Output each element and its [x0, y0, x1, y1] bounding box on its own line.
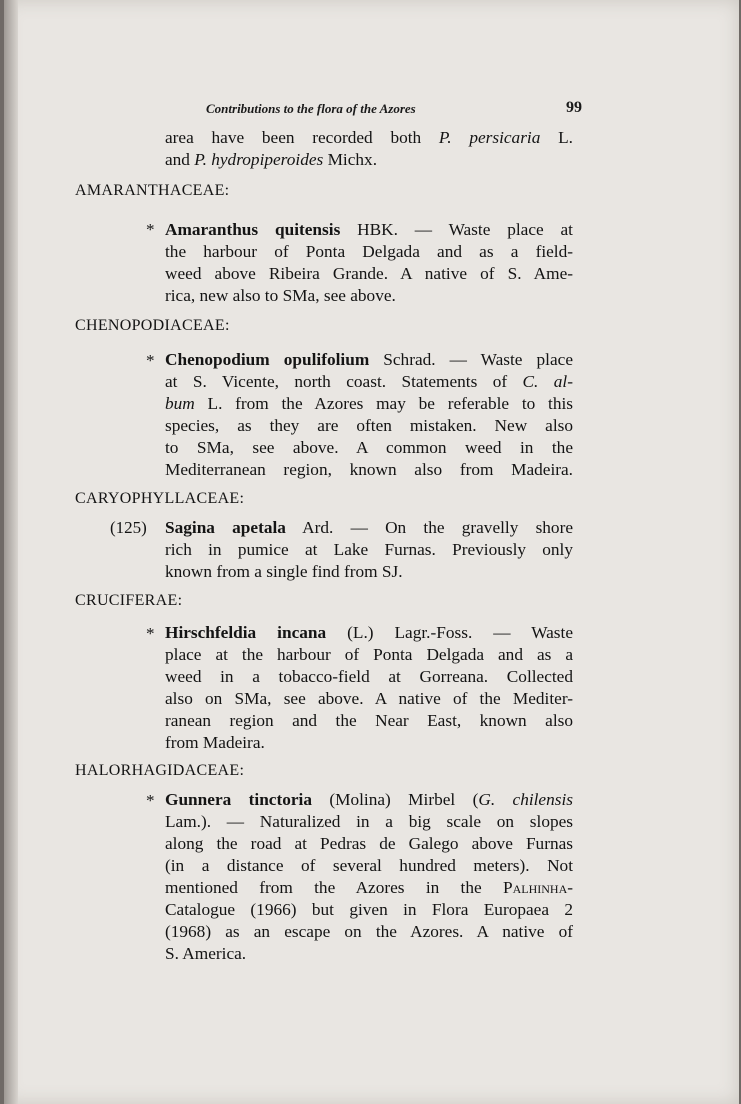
entry-sagina-line-1: Sagina apetala Ard. — On the gravelly shore [165, 518, 573, 537]
entry-chenopodium-line-4: species, as they are often mistaken. New also [165, 416, 573, 435]
family-heading-halorhagidaceae: HALORHAGIDACEAE: [75, 762, 245, 779]
entry-marker: * [146, 220, 155, 239]
intro-line-1: area have been recorded both P. persicaria L. [165, 128, 573, 147]
entry-gunnera-line-7: (1968) as an escape on the Azores. A native of [165, 922, 573, 941]
family-heading-caryophyllaceae: CARYOPHYLLACEAE: [75, 490, 245, 507]
page-number: 99 [566, 99, 582, 116]
entry-chenopodium-line-5: to SMa, see above. A common weed in the [165, 438, 573, 457]
entry-amaranthus-line-4: rica, new also to SMa, see above. [165, 286, 396, 305]
entry-gunnera-line-1: Gunnera tinctoria (Molina) Mirbel (G. chilensis [165, 790, 573, 809]
entry-amaranthus-line-3: weed above Ribeira Grande. A native of S. Ame- [165, 264, 573, 283]
entry-gunnera-line-3: along the road at Pedras de Galego above Furnas [165, 834, 573, 853]
entry-gunnera-line-4: (in a distance of several hundred meters). Not [165, 856, 573, 875]
entry-chenopodium-line-2: at S. Vicente, north coast. Statements of C. al- [165, 372, 573, 391]
intro-line-2: and P. hydropiperoides Michx. [165, 150, 378, 169]
entry-hirschfeldia-line-2: place at the harbour of Ponta Delgada and as a [165, 645, 573, 664]
entry-marker: * [146, 624, 155, 643]
entry-marker: * [146, 791, 155, 810]
entry-hirschfeldia-line-3: weed in a tobacco-field at Gorreana. Collected [165, 667, 573, 686]
entry-hirschfeldia-line-1: Hirschfeldia incana (L.) Lagr.-Foss. — Waste [165, 623, 573, 642]
family-heading-cruciferae: CRUCIFERAE: [75, 592, 183, 609]
entry-amaranthus-line-2: the harbour of Ponta Delgada and as a field- [165, 242, 573, 261]
family-heading-chenopodiaceae: CHENOPODIACEAE: [75, 317, 230, 334]
entry-amaranthus-line-1: Amaranthus quitensis HBK. — Waste place at [165, 220, 573, 239]
entry-gunnera-line-8: S. America. [165, 944, 247, 963]
entry-gunnera-line-6: Catalogue (1966) but given in Flora Europaea 2 [165, 900, 573, 919]
entry-sagina-line-3: known from a single find from SJ. [165, 562, 403, 581]
entry-hirschfeldia-line-4: also on SMa, see above. A native of the Mediter- [165, 689, 573, 708]
entry-hirschfeldia-line-5: ranean region and the Near East, known also [165, 711, 573, 730]
entry-gunnera-line-5: mentioned from the Azores in the Palhinha- [165, 878, 573, 897]
entry-sagina-line-2: rich in pumice at Lake Furnas. Previously only [165, 540, 573, 559]
entry-chenopodium-line-6: Mediterranean region, known also from Madeira. [165, 460, 573, 479]
entry-hirschfeldia-line-6: from Madeira. [165, 733, 265, 752]
entry-chenopodium-line-1: Chenopodium opulifolium Schrad. — Waste place [165, 350, 573, 369]
entry-gunnera-line-2: Lam.). — Naturalized in a big scale on slopes [165, 812, 573, 831]
page-gutter-shadow [4, 0, 18, 1104]
entry-number: (125) [110, 518, 147, 537]
entry-chenopodium-line-3: bum L. from the Azores may be referable to this [165, 394, 573, 413]
running-head: Contributions to the flora of the Azores [206, 101, 416, 116]
family-heading-amaranthaceae: AMARANTHACEAE: [75, 182, 230, 199]
entry-marker: * [146, 351, 155, 370]
